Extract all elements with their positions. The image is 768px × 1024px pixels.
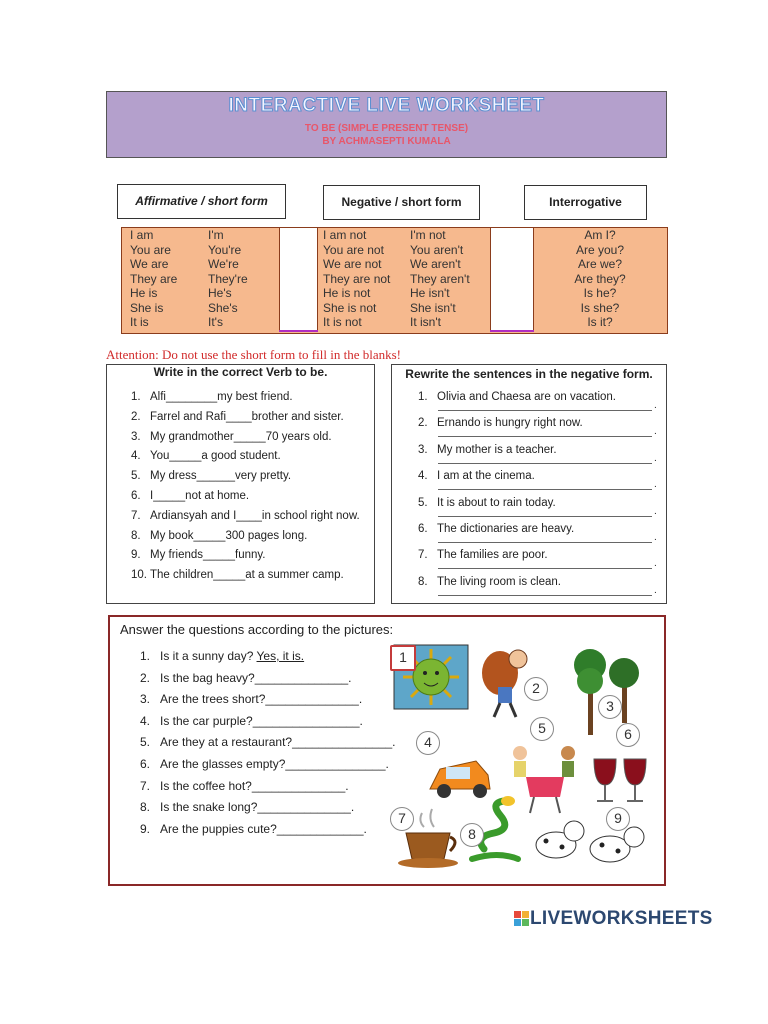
question-item: 3. Are the trees short?______________. [140,692,363,707]
restaurant-icon [513,746,575,813]
line-period: . [654,452,657,464]
exercise-item: 2. Ernando is hungry right now. [418,417,583,430]
question-item: 4. Is the car purple?________________. [140,713,363,728]
question-item: 8. Is the snake long?______________. [140,800,355,815]
exercise-item: 2. Farrel and Rafi____brother and sister. [131,410,344,423]
exercise-title: Answer the questions according to the pictures: [120,622,394,637]
exercise-item: 8. The living room is clean. [418,575,561,588]
exercise-title: Write in the correct Verb to be. [153,365,328,379]
answer-line[interactable] [438,595,652,596]
car-icon [430,761,490,798]
answer-line[interactable] [438,436,652,437]
exercise-item: 3. My grandmother_____70 years old. [131,430,332,443]
line-period: . [654,558,657,570]
header-author: BY ACHMASEPTI KUMALA [322,136,451,147]
exercise-item: 6. The dictionaries are heavy. [418,523,575,535]
line-period: . [654,426,657,438]
line-period: . [654,584,657,596]
puppies-icon [536,821,644,862]
picture-number: 4 [416,731,440,755]
boy-with-bag-icon [482,650,527,717]
table-gap [279,228,318,332]
picture-number: 8 [460,823,484,847]
answer-line[interactable] [438,516,652,517]
exercise-item: 7. The families are poor. [418,549,548,562]
exercise-item: 3. My mother is a teacher. [418,443,557,456]
exercise-item: 1. Olivia and Chaesa are on vacation. [418,391,616,403]
question-item: 9. Are the puppies cute?_____________. [140,821,367,836]
affirmative-heading: Affirmative / short form [117,184,286,219]
sample-answer: Yes, it is. [256,649,305,663]
picture-number: 6 [616,723,640,747]
exercise-item: 10. The children_____at a summer camp. [131,569,344,582]
question-item: 6. Are the glasses empty?_______________. [140,757,389,771]
exercise-item: 4. I am at the cinema. [418,470,535,483]
question-item: 7. Is the coffee hot?______________. [140,778,349,793]
answer-line[interactable] [438,542,652,543]
line-period: . [654,400,657,411]
header-subtitle: TO BE (SIMPLE PRESENT TENSE) [304,123,469,134]
exercise-item: 1. Alfi________my best friend. [131,391,293,403]
exercise-item: 8. My book_____300 pages long. [131,529,308,542]
exercise-item: 5. My dress______very pretty. [131,470,292,483]
logo-icon [514,911,530,927]
question-item: 5. Are they at a restaurant?_______________. [140,735,396,750]
exercise-item: 9. My friends_____funny. [131,549,266,562]
question-item: 2. Is the bag heavy?______________. [140,670,352,685]
exercise-verb-to-be [106,364,375,604]
line-period: . [654,505,657,517]
header-title: INTERACTIVE LIVE WORKSHEET [228,95,545,116]
negative-column: I am not You are not We are not They are not He is not She is not It is not [323,228,391,329]
liveworksheets-logo [514,908,713,930]
exercise-item: 5. It is about to rain today. [418,496,556,509]
affirmative-short-column: I'm You're We're They're He's She's It's [208,228,248,329]
exercise-item: 4. You_____a good student. [131,450,281,463]
picture-number: 2 [524,677,548,701]
interrogative-column: Am I? Are you? Are we? Are they? Is he? Is she? Is it? [574,228,626,329]
exercise-pictures [108,615,666,886]
wine-glasses-icon [594,759,646,801]
question-item: 1. Is it a sunny day? Yes, it is. [140,649,305,663]
attention-note: Attention: Do not use the short form to fill in the blanks! [106,347,401,362]
exercise-title: Rewrite the sentences in the negative form. [405,367,653,381]
logo-text: LIVEWORKSHEETS [530,908,713,929]
picture-number: 1 [390,645,416,671]
table-gap [490,228,534,332]
exercise-negative-form [391,364,667,604]
affirmative-column: I am You are We are They are He is She is It is [130,228,178,329]
line-period: . [654,479,657,491]
negative-short-column: I'm not You aren't We aren't They aren't He isn't She isn't It isn't [410,228,470,329]
exercise-item: 7. Ardiansyah and I____in school right now. [131,509,360,522]
line-period: . [654,532,657,543]
worksheet-header [106,91,667,158]
answer-line[interactable] [438,410,652,411]
picture-number: 5 [530,717,554,741]
picture-number: 9 [606,807,630,831]
answer-line[interactable] [438,489,652,490]
picture-number: 3 [598,695,622,719]
negative-heading: Negative / short form [323,185,480,220]
picture-number: 7 [390,807,414,831]
pictures-panel [388,637,658,877]
interrogative-heading: Interrogative [524,185,647,220]
exercise-item: 6. I_____not at home. [131,490,250,502]
answer-line[interactable] [438,463,652,464]
conjugation-table [121,227,668,334]
answer-line[interactable] [438,568,652,569]
